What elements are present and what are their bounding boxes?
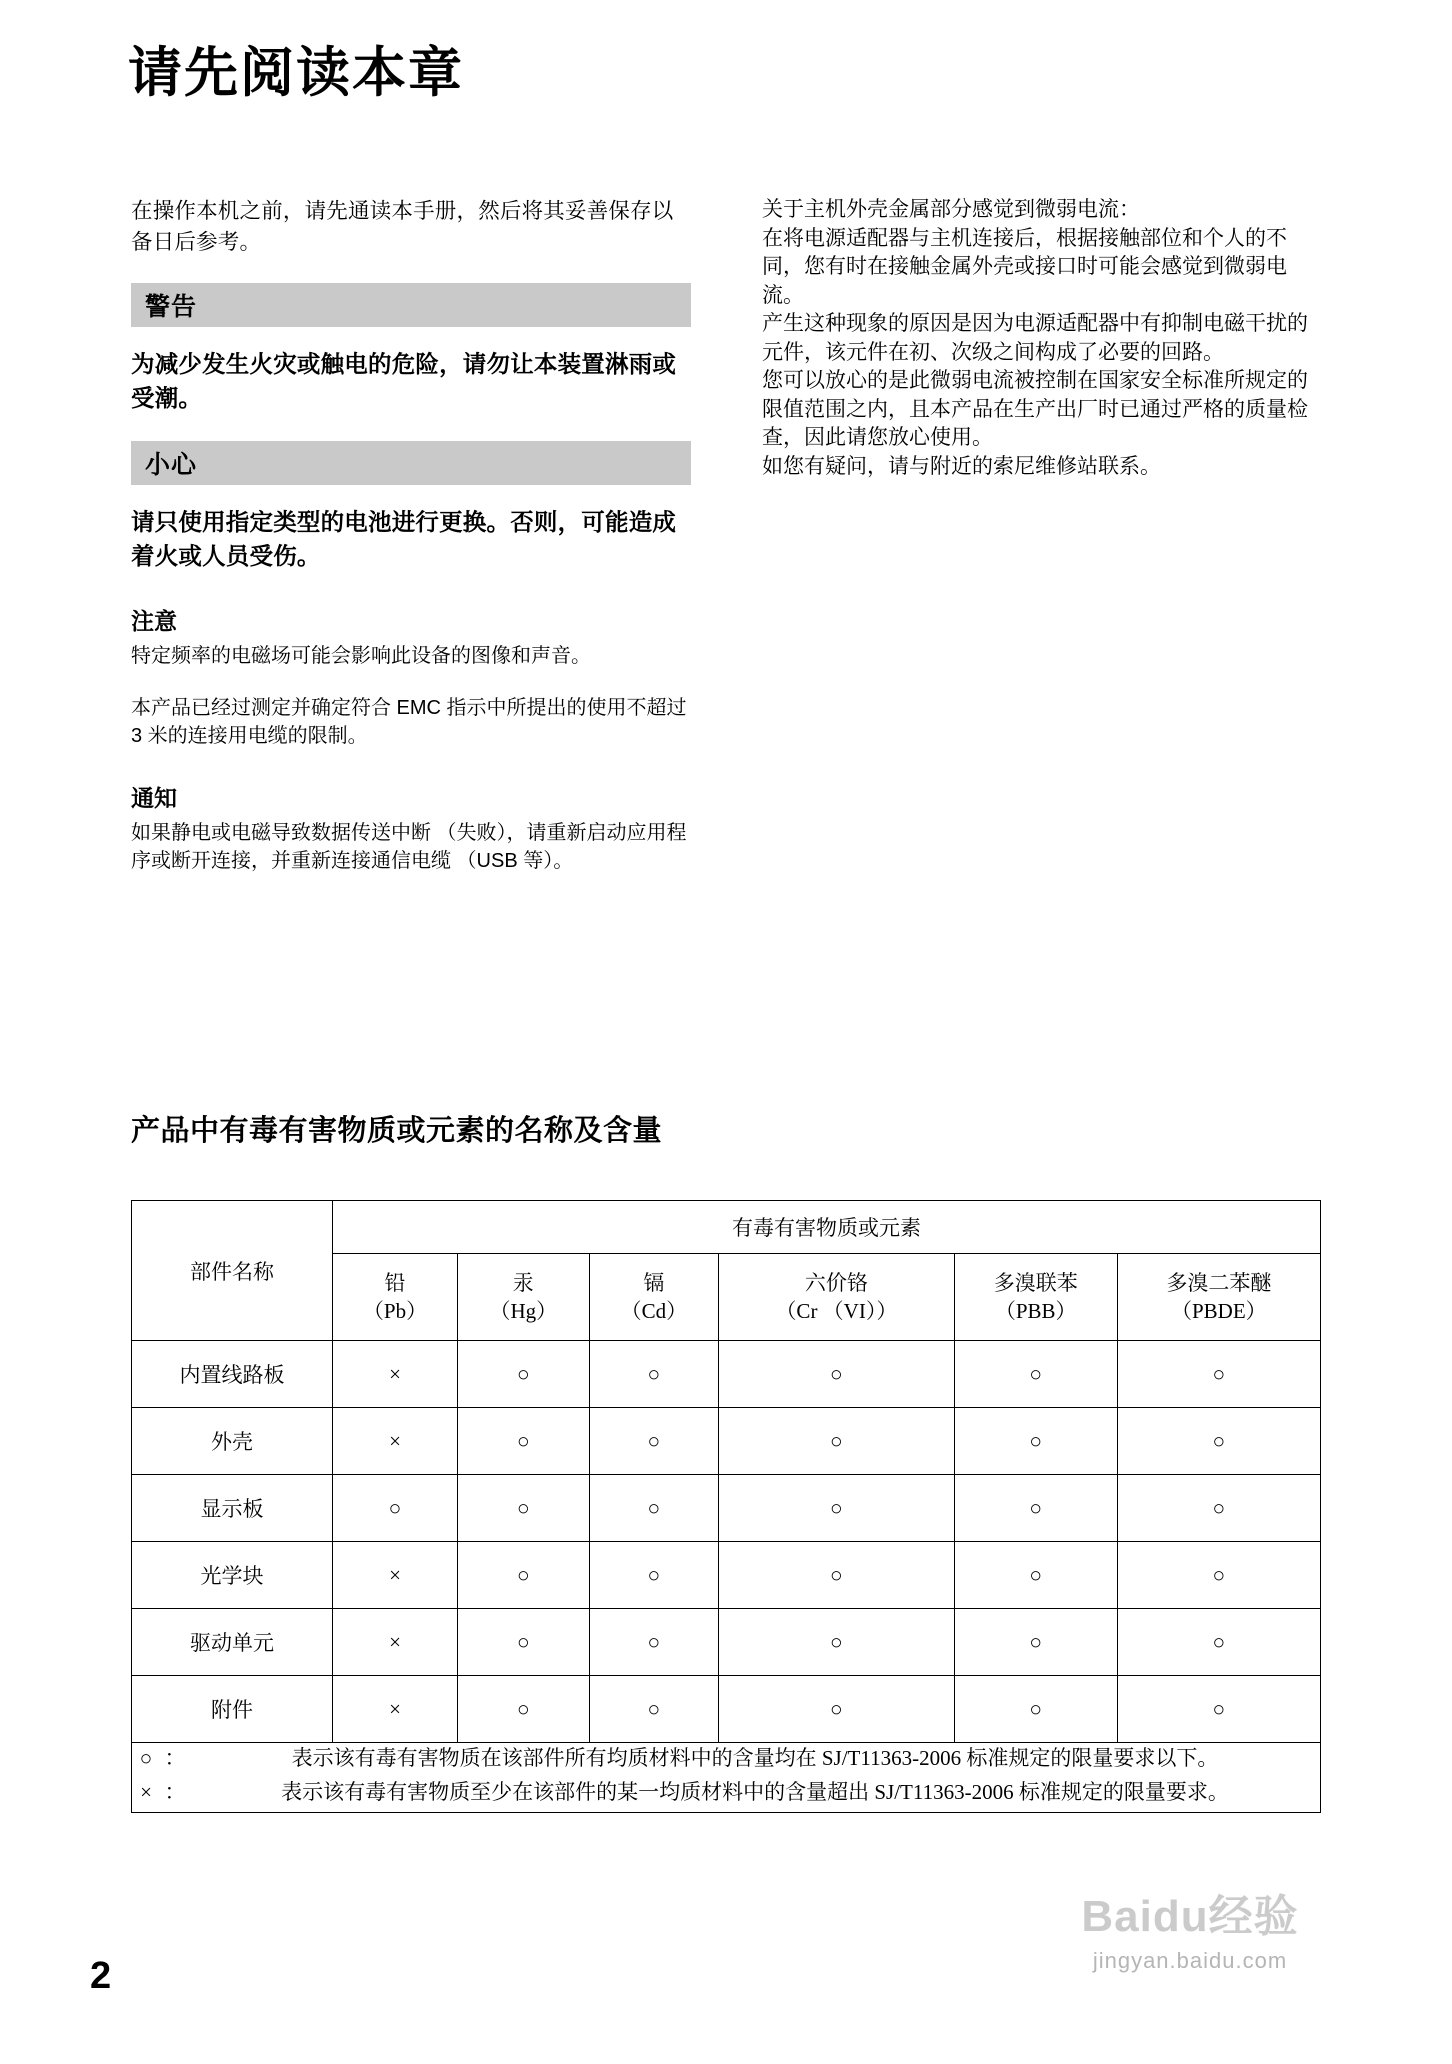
caution-bar [131, 441, 691, 485]
header-part-name: 部件名称 [132, 1201, 333, 1341]
row-value-cell: ○ [954, 1341, 1117, 1408]
intro-paragraph: 在操作本机之前，请先通读本手册，然后将其妥善保存以备日后参考。 [131, 199, 674, 254]
page-number: 2 [90, 1955, 112, 1997]
legend-text: 表示该有毒有害物质至少在该部件的某一均质材料中的含量超出 SJ/T11363-2006 标准规定的限量要求。 [281, 1780, 1229, 1805]
legend-item [132, 1743, 1320, 1773]
table-row [132, 1408, 1321, 1475]
row-value-cell: ○ [457, 1341, 589, 1408]
legend-colon: ： [164, 1780, 186, 1805]
table-legend-row [132, 1743, 1321, 1813]
row-value-cell: ○ [589, 1475, 718, 1542]
header-substance-3 [589, 1254, 718, 1341]
header-substance-symbol: （Hg） [489, 1299, 558, 1323]
warning-bar [131, 283, 691, 327]
row-value-cell: ○ [1117, 1341, 1320, 1408]
header-substance-name: 铅 [384, 1270, 406, 1295]
caution-text: 请只使用指定类型的电池进行更换。否则，可能造成着火或人员受伤。 [131, 509, 677, 570]
header-substance-2 [457, 1254, 589, 1341]
row-value-cell: ○ [719, 1542, 955, 1609]
row-value-cell: ○ [457, 1542, 589, 1609]
row-value-cell: ○ [954, 1676, 1117, 1743]
row-value-cell: ○ [954, 1408, 1117, 1475]
warning-bar-label: 警告 [145, 293, 198, 322]
row-value-cell: ○ [457, 1676, 589, 1743]
header-substance-symbol: （PBB） [994, 1299, 1077, 1323]
row-value-cell: ○ [719, 1341, 955, 1408]
row-value-cell: ○ [1117, 1676, 1320, 1743]
table-header-row-1 [132, 1201, 1321, 1254]
row-value-cell: ○ [589, 1676, 718, 1743]
right-paragraph-5: 如您有疑问，请与附近的索尼维修站联系。 [762, 454, 1161, 478]
row-value-cell: ○ [954, 1475, 1117, 1542]
row-value-cell: ○ [457, 1475, 589, 1542]
row-value-cell: ○ [719, 1609, 955, 1676]
legend-item [132, 1777, 1320, 1807]
header-substance-4 [719, 1254, 955, 1341]
watermark-url: jingyan.baidu.com [1092, 1948, 1288, 1973]
table-row [132, 1542, 1321, 1609]
header-substance-symbol: （Cd） [620, 1299, 688, 1323]
header-substance-5 [954, 1254, 1117, 1341]
row-value-cell: ○ [719, 1676, 955, 1743]
row-value-cell: ○ [589, 1542, 718, 1609]
row-value-cell: ○ [457, 1609, 589, 1676]
header-substance-group: 有毒有害物质或元素 [333, 1201, 1321, 1254]
notice-heading: 通知 [131, 785, 177, 812]
right-column [762, 196, 1322, 481]
notice-text: 如果静电或电磁导致数据传送中断 （失败），请重新启动应用程序或断开连接，并重新连接通信电缆 （USB 等）。 [131, 822, 687, 873]
header-substance-name: 六价铬 [804, 1270, 868, 1295]
emc-text: 本产品已经过测定并确定符合 EMC 指示中所提出的使用不超过 3 米的连接用电缆的限制。 [131, 697, 687, 748]
header-substance-1 [333, 1254, 458, 1341]
attention-heading: 注意 [131, 608, 177, 635]
row-part-name: 外壳 [132, 1408, 333, 1475]
row-value-cell: ○ [954, 1609, 1117, 1676]
header-substance-symbol: （PBDE） [1171, 1299, 1267, 1323]
row-value-cell: × [333, 1676, 458, 1743]
row-value-cell: × [333, 1341, 458, 1408]
row-value-cell: ○ [1117, 1542, 1320, 1609]
header-substance-name: 多溴联苯 [993, 1270, 1078, 1295]
caution-bar-label: 小心 [145, 451, 198, 480]
row-value-cell: ○ [954, 1542, 1117, 1609]
row-value-cell: ○ [457, 1408, 589, 1475]
row-value-cell: ○ [589, 1408, 718, 1475]
page-title: 请先阅读本章 [128, 43, 464, 103]
row-value-cell: ○ [1117, 1408, 1320, 1475]
right-paragraph-4: 您可以放心的是此微弱电流被控制在国家安全标准所规定的限值范围之内，且本产品在生产出厂时已通过严格的质量检查，因此请您放心使用。 [762, 369, 1308, 450]
table-row [132, 1475, 1321, 1542]
substances-table-wrapper [131, 1200, 1321, 1813]
row-part-name: 光学块 [132, 1542, 333, 1609]
header-substance-symbol: （Cr （VI）） [775, 1299, 898, 1323]
row-part-name: 附件 [132, 1676, 333, 1743]
row-value-cell: ○ [1117, 1609, 1320, 1676]
row-value-cell: ○ [719, 1408, 955, 1475]
legend-text: 表示该有毒有害物质在该部件所有均质材料中的含量均在 SJ/T11363-2006 标准规定的限量要求以下。 [291, 1746, 1219, 1770]
substances-table [131, 1200, 1321, 1813]
table-heading: 产品中有毒有害物质或元素的名称及含量 [131, 1115, 663, 1147]
left-column [131, 196, 691, 875]
row-value-cell: × [333, 1542, 458, 1609]
header-substance-name: 汞 [512, 1270, 534, 1295]
row-part-name: 显示板 [132, 1475, 333, 1542]
row-value-cell: × [333, 1408, 458, 1475]
watermark [1040, 1880, 1340, 1974]
right-paragraph-2: 在将电源适配器与主机连接后，根据接触部位和个人的不同，您有时在接触金属外壳或接口时可能会感觉到微弱电流。 [762, 226, 1287, 307]
warning-text: 为减少发生火灾或触电的危险，请勿让本装置淋雨或受潮。 [131, 351, 677, 412]
row-part-name: 内置线路板 [132, 1341, 333, 1408]
row-value-cell: ○ [589, 1609, 718, 1676]
row-value-cell: × [333, 1609, 458, 1676]
table-row [132, 1676, 1321, 1743]
table-row [132, 1341, 1321, 1408]
legend-symbol: ○ [139, 1746, 153, 1770]
table-row [132, 1609, 1321, 1676]
watermark-brand: Baidu经验 [1081, 1892, 1299, 1941]
header-substance-6 [1117, 1254, 1320, 1341]
row-value-cell: ○ [333, 1475, 458, 1542]
row-part-name: 驱动单元 [132, 1609, 333, 1676]
legend-colon: ： [164, 1746, 186, 1770]
legend-symbol: × [140, 1780, 152, 1805]
header-substance-name: 镉 [643, 1270, 665, 1295]
row-value-cell: ○ [719, 1475, 955, 1542]
row-value-cell: ○ [589, 1341, 718, 1408]
header-substance-name: 多溴二苯醚 [1166, 1270, 1272, 1295]
right-paragraph-1: 关于主机外壳金属部分感觉到微弱电流： [762, 198, 1140, 221]
header-substance-symbol: （Pb） [362, 1299, 428, 1323]
right-paragraph-3: 产生这种现象的原因是因为电源适配器中有抑制电磁干扰的元件，该元件在初、次级之间构成了必要的回路。 [762, 312, 1308, 364]
table-legend [132, 1743, 1321, 1813]
row-value-cell: ○ [1117, 1475, 1320, 1542]
attention-text: 特定频率的电磁场可能会影响此设备的图像和声音。 [131, 645, 591, 668]
